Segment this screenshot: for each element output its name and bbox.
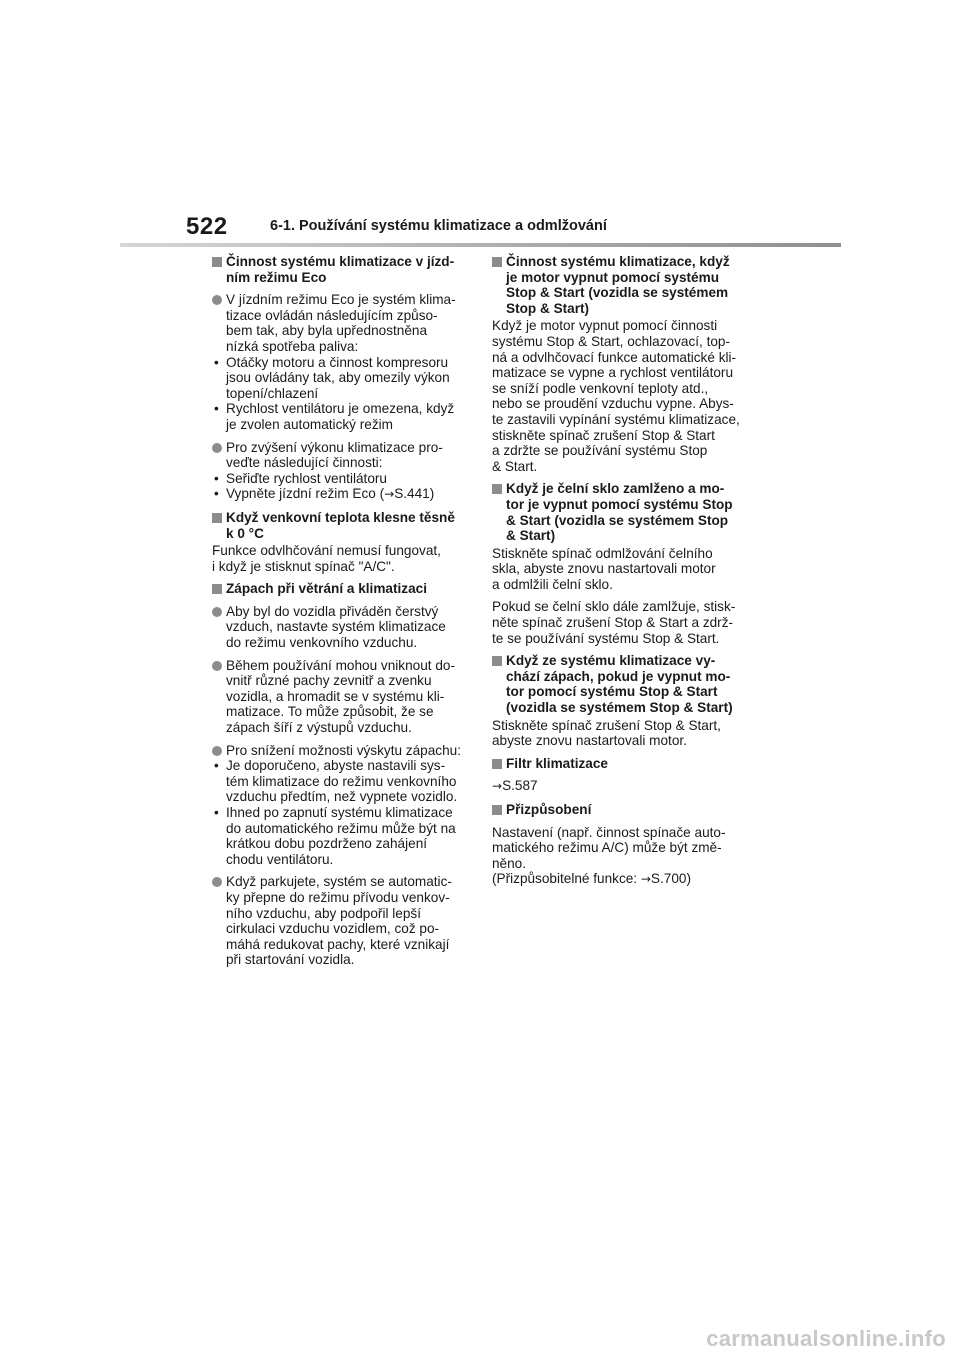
list-item: • Rychlost ventilátoru je omezena, když je zvolen automatický režim [214, 401, 455, 432]
right-arrow-icon: → [384, 487, 395, 502]
page-reference-link[interactable]: S.441) [394, 486, 435, 502]
page-header [0, 0, 960, 250]
paragraph-text: Pro zvýšení výkonu klimatizace pro- veďte následující činnosti: [226, 439, 443, 471]
square-bullet-icon [212, 513, 222, 523]
bullet-list [212, 471, 467, 503]
square-bullet-icon [212, 584, 222, 594]
paragraph [212, 440, 467, 503]
paragraph [212, 292, 467, 432]
square-bullet-icon [492, 484, 502, 494]
paragraph-text: Pro snížení možnosti výskytu zápachu: [226, 742, 461, 758]
paragraph-text: Funkce odvlhčování nemusí fungovat, i když je stisknut spínač "A/C". [212, 543, 441, 574]
paragraph-text: Když je motor vypnut pomocí činnosti systému Stop & Start, ochlazovací, top- ná a odvlhčovací funkce automatické kli- matizace se vypne a rychlost ventilátoru se sníží podle venkovní teploty atd., nebo se proudění vzduchu vypne. Abys- te zastavili vypínání systému klimatizace, stiskněte spínač zrušení Stop & Start a zdržte se používání systému Stop & Start. [492, 318, 740, 474]
heading-text: Když ze systému klimatizace vy- chází zápach, pokud je vypnut mo- tor pomocí systému Stop & Start (vozidla se systémem Stop & Start) [506, 653, 733, 716]
circle-bullet-icon [212, 661, 222, 671]
heading-text: Činnost systému klimatizace, když je motor vypnut pomocí systému Stop & Start (vozidla se systémem Stop & Start) [506, 254, 730, 316]
square-bullet-icon [492, 805, 502, 815]
section-heading [492, 254, 747, 316]
section-heading [492, 802, 747, 818]
section-heading [492, 481, 747, 543]
paragraph-text: Když parkujete, systém se automatic- ky přepne do režimu přívodu venkov- ního vzduchu, aby podpořil lepší cirkulaci vzduchu vozidlem, což po- máhá redukovat pachy, které vznikají při startování vozidla. [226, 874, 452, 968]
right-arrow-icon: → [640, 872, 651, 887]
section-heading [492, 756, 747, 772]
circle-bullet-icon [212, 746, 222, 756]
circle-bullet-icon [212, 295, 222, 305]
heading-text: Když venkovní teplota klesne těsně k 0 °C [226, 509, 455, 541]
circle-bullet-icon [212, 443, 222, 453]
paragraph [212, 874, 467, 968]
left-column [212, 254, 467, 975]
bullet-list [212, 355, 467, 433]
right-column [492, 254, 747, 895]
page-number: 522 [186, 213, 228, 240]
page-reference-link[interactable]: S.587 [502, 778, 538, 794]
header-divider [120, 243, 841, 247]
list-item: • Je doporučeno, abyste nastavili sys- tém klimatizace do režimu venkovního vzduchu předtím, než vypnete vozidlo. [214, 758, 458, 805]
section-heading [492, 653, 747, 715]
heading-text: Filtr klimatizace [506, 755, 608, 771]
list-item: • Otáčky motoru a činnost kompresoru jsou ovládány tak, aby omezily výkon topení/chlazení [214, 354, 450, 401]
paragraph [212, 604, 467, 651]
list-item: • Ihned po zapnutí systému klimatizace do automatického režimu může být na krátkou dobu pozdrženo zahájení chodu ventilátoru. [214, 805, 456, 867]
heading-text: Přizpůsobení [506, 802, 592, 817]
heading-text: Činnost systému klimatizace v jízd- ním režimu Eco [226, 254, 455, 285]
square-bullet-icon [212, 257, 222, 267]
chapter-title: 6-1. Používání systému klimatizace a odmlžování [270, 218, 607, 234]
page-reference [492, 778, 747, 795]
right-arrow-icon: → [492, 779, 503, 794]
section-heading [212, 510, 467, 541]
circle-bullet-icon [212, 877, 222, 887]
paragraph-text: Aby byl do vozidla přiváděn čerstvý vzduch, nastavte systém klimatizace do režimu venkovního vzduchu. [226, 603, 446, 651]
bullet-list [212, 758, 467, 867]
list-item: • Vypněte jízdní režim Eco (→S.441) [214, 486, 435, 502]
section-heading [212, 254, 467, 285]
square-bullet-icon [492, 656, 502, 666]
paragraph-text: Stiskněte spínač zrušení Stop & Start, abyste znovu nastartovali motor. [492, 717, 721, 749]
footer-watermark: carmanualsonline.info [706, 1326, 946, 1351]
circle-bullet-icon [212, 607, 222, 617]
square-bullet-icon [492, 257, 502, 267]
paragraph-text: Během používání mohou vniknout do- vnitř různé pachy zevnitř a zvenku vozidla, a hromadit se v systému kli- matizace. To může způsobit, že se zápach šíří z výstupů vzduchu. [226, 657, 455, 736]
list-item: • Seřiďte rychlost ventilátoru [214, 470, 387, 486]
paragraph-text: Stiskněte spínač odmlžování čelního skla, abyste znovu nastartovali motor a odmlžili čelní sklo. [492, 545, 716, 592]
paragraph-text: Pokud se čelní sklo dále zamlžuje, stisk- něte spínač zrušení Stop & Start a zdrž- te se používání systému Stop & Start. [492, 599, 736, 646]
square-bullet-icon [492, 759, 502, 769]
heading-text: Zápach při větrání a klimatizaci [226, 581, 427, 597]
heading-text: Když je čelní sklo zamlženo a mo- tor je vypnut pomocí systému Stop & Start (vozidla se systémem Stop & Start) [506, 481, 733, 544]
paragraph [212, 658, 467, 736]
paragraph-text: Nastavení (např. činnost spínače auto- matického režimu A/C) může být změ- něno. [492, 824, 726, 871]
paragraph-text: V jízdním režimu Eco je systém klima- tizace ovládán následujícím způso- bem tak, aby byla upřednostněna nízká spotřeba paliva: [226, 292, 456, 354]
paragraph [212, 743, 467, 868]
section-heading [212, 581, 467, 597]
page-reference-link[interactable]: S.700) [650, 871, 691, 887]
page-reference: (Přizpůsobitelné funkce: →S.700) [492, 871, 691, 887]
